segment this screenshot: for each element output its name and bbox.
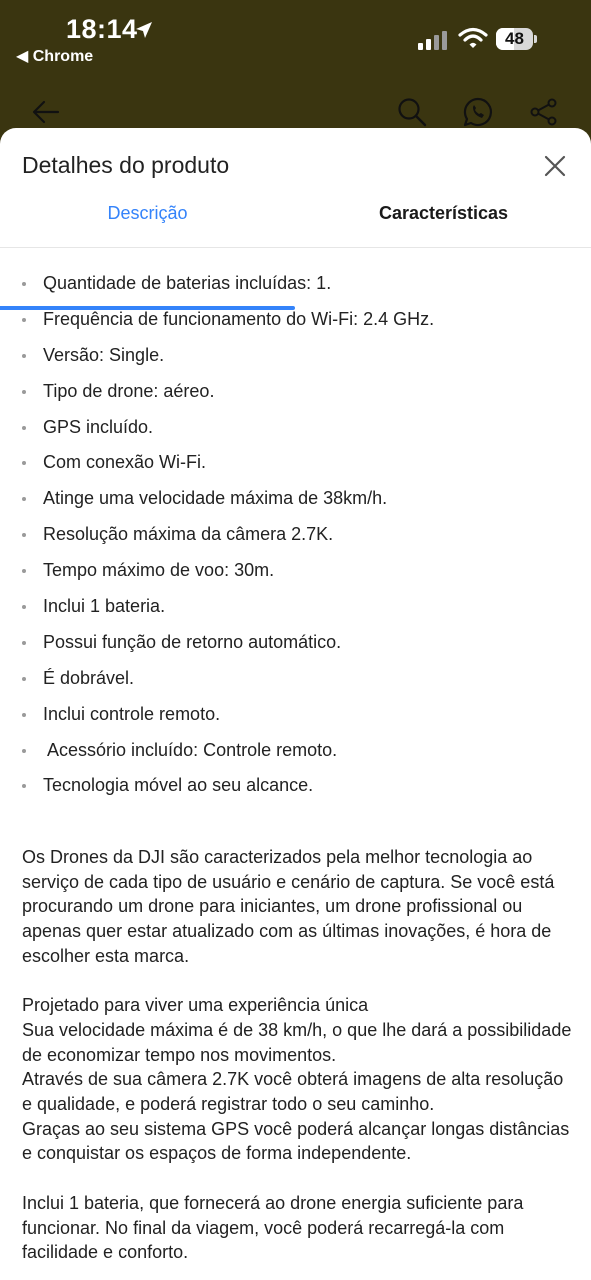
- list-item: Tecnologia móvel ao seu alcance.: [22, 770, 572, 806]
- feature-list: [22, 268, 572, 806]
- description-line: Graças ao seu sistema GPS você poderá alcançar longas distâncias e conquistar os espaços de forma independente.: [22, 1118, 570, 1164]
- description-paragraph: Inclui 1 bateria, que fornecerá ao drone energia suficiente para funcionar. No final da viagem, você poderá recarregá-la com facilidade e conforto.: [22, 1192, 524, 1263]
- list-item: Inclui controle remoto.: [22, 699, 572, 735]
- close-icon[interactable]: [542, 153, 568, 179]
- tab-bar: [0, 190, 591, 248]
- description-line: Sua velocidade máxima é de 38 km/h, o que lhe dará a possibilidade de economizar tempo nos movimentos.: [22, 1019, 572, 1065]
- list-item: Quantidade de baterias incluídas: 1.: [22, 268, 572, 304]
- list-item: Com conexão Wi-Fi.: [22, 447, 572, 483]
- battery-percent: 48: [505, 29, 524, 48]
- list-item: É dobrável.: [22, 663, 572, 699]
- list-item: Tipo de drone: aéreo.: [22, 376, 572, 412]
- list-item: Inclui 1 bateria.: [22, 591, 572, 627]
- battery-indicator: [496, 28, 538, 50]
- list-item: Tempo máximo de voo: 30m.: [22, 555, 572, 591]
- description-line: Projetado para viver uma experiência única: [22, 995, 369, 1016]
- description-text: [22, 845, 574, 1280]
- list-item: GPS incluído.: [22, 412, 572, 448]
- tab-descricao[interactable]: Descrição: [107, 203, 188, 223]
- list-item: Acessório incluído: Controle remoto.: [22, 735, 572, 771]
- list-item: Atinge uma velocidade máxima de 38km/h.: [22, 483, 572, 519]
- back-arrow-icon[interactable]: [30, 96, 62, 128]
- back-to-app-link[interactable]: ◀ Chrome: [16, 48, 94, 65]
- share-icon[interactable]: [528, 96, 560, 128]
- sheet-title: Detalhes do produto: [22, 152, 230, 178]
- list-item: Versão: Single.: [22, 340, 572, 376]
- product-details-sheet: [0, 128, 591, 1280]
- tab-caracteristicas[interactable]: Características: [378, 203, 509, 223]
- battery-nub: [534, 35, 537, 43]
- location-arrow-icon: [134, 20, 154, 40]
- list-item: Resolução máxima da câmera 2.7K.: [22, 519, 572, 555]
- status-time: 18:14: [66, 14, 138, 44]
- cellular-signal-icon: [418, 30, 450, 50]
- description-paragraph: [22, 993, 574, 1166]
- list-item: Frequência de funcionamento do Wi-Fi: 2.4 GHz.: [22, 304, 572, 340]
- wifi-icon: [458, 26, 488, 50]
- list-item: Possui função de retorno automático.: [22, 627, 572, 663]
- status-bar: [0, 0, 591, 80]
- description-line: Através de sua câmera 2.7K você obterá imagens de alta resolução e qualidade, e poderá registrar todo o seu caminho.: [22, 1069, 564, 1115]
- search-icon[interactable]: [396, 96, 428, 128]
- whatsapp-icon[interactable]: [462, 96, 494, 128]
- description-paragraph: Os Drones da DJI são caracterizados pela melhor tecnologia ao serviço de cada tipo de usuário e cenário de captura. Se você está procurando um drone para iniciantes, um drone profissional ou apenas quer estar atualizado com as últimas inovações, é hora de escolher esta marca.: [22, 847, 555, 966]
